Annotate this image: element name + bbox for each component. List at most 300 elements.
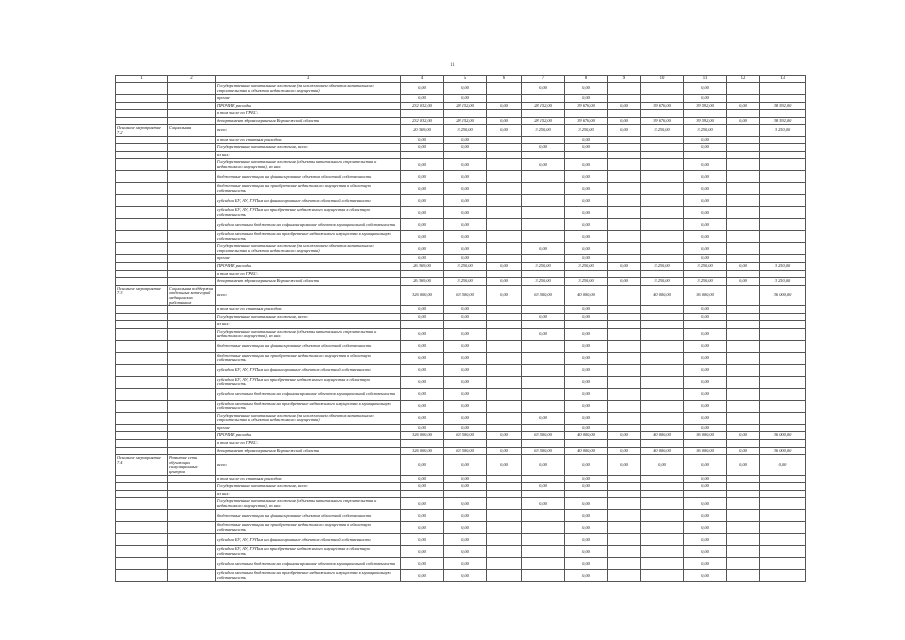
value-cell (608, 510, 641, 522)
value-cell (444, 440, 487, 448)
label-cell (168, 546, 216, 558)
value-cell: 39 676,00 (565, 117, 608, 125)
value-cell (487, 440, 522, 448)
value-cell (760, 490, 806, 498)
value-cell (487, 412, 522, 424)
value-cell (727, 313, 760, 321)
value-cell (608, 558, 641, 570)
value-cell: 0,00 (684, 136, 727, 144)
value-cell (522, 183, 565, 195)
value-cell: 3 250,00 (641, 262, 684, 270)
value-cell: 0,00 (565, 255, 608, 263)
value-cell: 0,00 (522, 313, 565, 321)
label-cell (116, 136, 168, 144)
value-cell: 0,00 (565, 376, 608, 388)
value-cell (522, 95, 565, 103)
value-cell (522, 440, 565, 448)
label-cell (168, 102, 216, 110)
label-cell (116, 231, 168, 243)
value-cell (727, 151, 760, 159)
value-cell: 0,00 (684, 570, 727, 582)
value-cell (522, 207, 565, 219)
value-cell: 0,00 (727, 102, 760, 110)
value-cell (760, 522, 806, 534)
table-row (116, 144, 806, 152)
table-row (116, 522, 806, 534)
description-cell: департамент здравоохранения Воронежской области (216, 117, 401, 125)
label-cell (116, 151, 168, 159)
label-cell (116, 447, 168, 455)
value-cell (641, 522, 684, 534)
value-cell: 0,00 (684, 546, 727, 558)
value-cell (522, 306, 565, 314)
value-cell: 0,00 (684, 183, 727, 195)
value-cell (684, 490, 727, 498)
value-cell: 0,00 (401, 570, 444, 582)
value-cell (727, 534, 760, 546)
description-cell: Государственные капитальные вложения (объекты капитального строительства и недвижимого имущества), из них: (216, 159, 401, 171)
value-cell: 0,00 (487, 455, 522, 475)
value-cell (565, 110, 608, 118)
table-row (116, 570, 806, 582)
value-cell: 0,00 (444, 400, 487, 412)
label-cell (168, 400, 216, 412)
table-row (116, 207, 806, 219)
value-cell: 63 500,00 (444, 432, 487, 440)
description-cell: субсидии БУ, АУ, ГУПам на приобретение недвижимого имущества в областную собственность (216, 546, 401, 558)
value-cell (608, 144, 641, 152)
header-cell: 5 (444, 76, 487, 83)
value-cell (641, 110, 684, 118)
table-row (116, 195, 806, 207)
value-cell (444, 110, 487, 118)
value-cell (641, 321, 684, 329)
table-row (116, 352, 806, 364)
value-cell (727, 255, 760, 263)
label-cell (116, 321, 168, 329)
value-cell (727, 95, 760, 103)
label-cell (116, 144, 168, 152)
value-cell (522, 558, 565, 570)
value-cell (641, 255, 684, 263)
table-row (116, 447, 806, 455)
value-cell (641, 136, 684, 144)
value-cell (641, 219, 684, 231)
label-cell (116, 195, 168, 207)
value-cell (608, 352, 641, 364)
value-cell (760, 255, 806, 263)
description-cell: в том числе по ГРБС: (216, 110, 401, 118)
value-cell (641, 171, 684, 183)
value-cell (608, 219, 641, 231)
value-cell (487, 328, 522, 340)
value-cell (727, 231, 760, 243)
value-cell (727, 546, 760, 558)
value-cell (608, 151, 641, 159)
label-cell (116, 110, 168, 118)
value-cell: 0,00 (401, 498, 444, 510)
value-cell (487, 83, 522, 95)
value-cell: 0,00 (565, 183, 608, 195)
value-cell (641, 558, 684, 570)
value-cell (608, 231, 641, 243)
header-cell: 9 (608, 76, 641, 83)
value-cell: 36 000,00 (760, 447, 806, 455)
value-cell (522, 219, 565, 231)
description-cell: субсидии БУ, АУ, ГУПам на финансирование объектов областной собственности (216, 364, 401, 376)
table-row (116, 412, 806, 424)
value-cell (608, 183, 641, 195)
value-cell: 0,00 (565, 352, 608, 364)
table-row (116, 231, 806, 243)
value-cell: 0,00 (444, 171, 487, 183)
value-cell (487, 483, 522, 491)
value-cell (608, 490, 641, 498)
description-cell: Государственные капитальные вложения (за исключением объектов капитального строительства и объектов недвижимого имущества) (216, 83, 401, 95)
value-cell: 0,00 (565, 144, 608, 152)
label-cell (168, 321, 216, 329)
value-cell: 0,00 (444, 498, 487, 510)
header-cell: 12 (727, 76, 760, 83)
value-cell (641, 83, 684, 95)
value-cell: 0,00 (444, 83, 487, 95)
value-cell: 0,00 (401, 136, 444, 144)
value-cell (522, 364, 565, 376)
value-cell (641, 440, 684, 448)
value-cell (608, 285, 641, 305)
description-cell: субсидии БУ, АУ, ГУПам на приобретение недвижимого имущества в областную собственность (216, 376, 401, 388)
value-cell (487, 243, 522, 255)
value-cell: 0,00 (444, 534, 487, 546)
value-cell (608, 424, 641, 432)
value-cell: 0,00 (444, 376, 487, 388)
label-cell (168, 352, 216, 364)
value-cell: 0,00 (565, 483, 608, 491)
value-cell: 0,00 (522, 483, 565, 491)
value-cell (487, 498, 522, 510)
value-cell (608, 171, 641, 183)
value-cell: 0,00 (684, 83, 727, 95)
label-cell (168, 510, 216, 522)
value-cell (522, 231, 565, 243)
value-cell (487, 255, 522, 263)
value-cell: 0,00 (401, 546, 444, 558)
description-cell: бюджетные инвестиции на финансирование объектов областной собственности (216, 340, 401, 352)
value-cell (760, 328, 806, 340)
value-cell (487, 219, 522, 231)
value-cell: 0,00 (565, 313, 608, 321)
value-cell: 0,00 (608, 102, 641, 110)
value-cell: 0,00 (565, 522, 608, 534)
label-cell: Основное мероприятие 7.4 (116, 455, 168, 475)
value-cell: 0,00 (565, 364, 608, 376)
description-cell: субсидии БУ, АУ, ГУПам на финансирование объектов областной собственности (216, 195, 401, 207)
value-cell: 0,00 (444, 159, 487, 171)
value-cell (727, 558, 760, 570)
value-cell (522, 270, 565, 278)
value-cell (608, 483, 641, 491)
value-cell (444, 490, 487, 498)
value-cell: 3 250,00 (760, 125, 806, 136)
label-cell (168, 498, 216, 510)
value-cell (760, 570, 806, 582)
description-cell: Государственные капитальные вложения, всего (216, 144, 401, 152)
value-cell (727, 144, 760, 152)
value-cell: 232 032,00 (401, 117, 444, 125)
value-cell: 0,00 (401, 483, 444, 491)
value-cell (522, 490, 565, 498)
value-cell (727, 171, 760, 183)
value-cell: 0,00 (684, 231, 727, 243)
value-cell: 0,00 (401, 534, 444, 546)
label-cell (168, 110, 216, 118)
label-cell (116, 219, 168, 231)
label-cell (168, 144, 216, 152)
value-cell (641, 490, 684, 498)
value-cell: 0,00 (401, 364, 444, 376)
label-cell (116, 306, 168, 314)
value-cell (487, 558, 522, 570)
label-cell (168, 95, 216, 103)
label-cell (168, 534, 216, 546)
value-cell (760, 388, 806, 400)
value-cell: 0,00 (565, 207, 608, 219)
value-cell (727, 207, 760, 219)
table-row (116, 136, 806, 144)
value-cell (608, 328, 641, 340)
value-cell (487, 352, 522, 364)
description-cell: субсидии местным бюджетам на приобретение недвижимого имущества в муниципальную собственность (216, 400, 401, 412)
value-cell (608, 364, 641, 376)
value-cell (641, 412, 684, 424)
value-cell (684, 321, 727, 329)
value-cell (727, 490, 760, 498)
value-cell: 0,00 (565, 510, 608, 522)
value-cell: 0,00 (684, 400, 727, 412)
label-cell (116, 440, 168, 448)
value-cell: 40 000,00 (565, 432, 608, 440)
value-cell: 0,00 (608, 262, 641, 270)
table-row (116, 171, 806, 183)
value-cell: 38 592,00 (760, 117, 806, 125)
table-row (116, 364, 806, 376)
value-cell: 0,00 (565, 475, 608, 483)
label-cell (168, 83, 216, 95)
value-cell: 0,00 (444, 219, 487, 231)
value-cell (641, 546, 684, 558)
label-cell (168, 570, 216, 582)
value-cell: 0,00 (487, 102, 522, 110)
value-cell (760, 144, 806, 152)
value-cell (522, 136, 565, 144)
value-cell: 0,00 (444, 306, 487, 314)
value-cell (522, 424, 565, 432)
value-cell (487, 475, 522, 483)
value-cell (487, 376, 522, 388)
value-cell: 0,00 (684, 510, 727, 522)
value-cell (727, 364, 760, 376)
value-cell (727, 83, 760, 95)
label-cell (116, 522, 168, 534)
value-cell: 0,00 (444, 510, 487, 522)
value-cell: 0,00 (401, 455, 444, 475)
value-cell: 0,00 (444, 546, 487, 558)
value-cell (641, 144, 684, 152)
value-cell (608, 207, 641, 219)
value-cell: 0,00 (444, 255, 487, 263)
value-cell: 63 500,00 (522, 285, 565, 305)
value-cell (727, 340, 760, 352)
table-row (116, 159, 806, 171)
value-cell (760, 412, 806, 424)
value-cell (641, 340, 684, 352)
description-cell: субсидии БУ, АУ, ГУПам на приобретение недвижимого имущества в областную собственность (216, 207, 401, 219)
value-cell (727, 475, 760, 483)
value-cell (522, 340, 565, 352)
value-cell (487, 510, 522, 522)
label-cell (116, 262, 168, 270)
value-cell (760, 475, 806, 483)
value-cell (760, 546, 806, 558)
value-cell (760, 110, 806, 118)
value-cell: 0,00 (444, 364, 487, 376)
value-cell: 3 250,00 (641, 125, 684, 136)
value-cell: 0,00 (684, 364, 727, 376)
label-cell (116, 498, 168, 510)
description-cell: в том числе по статьям расходов: (216, 475, 401, 483)
value-cell: 0,00 (565, 498, 608, 510)
label-cell (168, 243, 216, 255)
value-cell: 0,00 (444, 328, 487, 340)
value-cell: 0,00 (401, 352, 444, 364)
value-cell (522, 522, 565, 534)
table-row (116, 285, 806, 305)
label-cell (116, 364, 168, 376)
value-cell: 36 000,00 (684, 447, 727, 455)
description-cell: ПРОЧИЕ расходы (216, 432, 401, 440)
value-cell (760, 231, 806, 243)
value-cell (608, 340, 641, 352)
header-cell: 10 (641, 76, 684, 83)
value-cell (727, 522, 760, 534)
value-cell: 0,00 (684, 475, 727, 483)
value-cell (487, 340, 522, 352)
label-cell (116, 475, 168, 483)
value-cell: 0,00 (401, 207, 444, 219)
value-cell: 0,00 (565, 340, 608, 352)
value-cell: 0,00 (608, 447, 641, 455)
description-cell: Государственные капитальные вложения (объекты капитального строительства и недвижимого имущества), из них: (216, 498, 401, 510)
table-row (116, 151, 806, 159)
label-cell (168, 522, 216, 534)
value-cell (522, 510, 565, 522)
label-cell (168, 136, 216, 144)
value-cell (608, 570, 641, 582)
value-cell (760, 183, 806, 195)
page-number: 11 (450, 63, 455, 68)
value-cell: 0,00 (684, 255, 727, 263)
value-cell (608, 136, 641, 144)
value-cell (608, 255, 641, 263)
description-cell: Государственные капитальные вложения, всего (216, 313, 401, 321)
value-cell: 0,00 (565, 231, 608, 243)
value-cell: 0,00 (684, 558, 727, 570)
value-cell (522, 376, 565, 388)
value-cell (487, 424, 522, 432)
value-cell: 0,00 (565, 570, 608, 582)
value-cell: 0,00 (522, 159, 565, 171)
value-cell: 3 250,00 (684, 278, 727, 286)
value-cell: 0,00 (684, 498, 727, 510)
value-cell: 0,00 (401, 400, 444, 412)
description-cell: бюджетные инвестиции на приобретение недвижимого имущества в областную собственность (216, 352, 401, 364)
description-cell: прочие (216, 95, 401, 103)
value-cell: 0,00 (565, 159, 608, 171)
value-cell: 232 032,00 (401, 102, 444, 110)
value-cell (522, 570, 565, 582)
value-cell: 0,00 (565, 83, 608, 95)
value-cell: 0,00 (401, 376, 444, 388)
label-cell (116, 388, 168, 400)
value-cell (641, 510, 684, 522)
value-cell: 0,00 (401, 183, 444, 195)
value-cell: 36 000,00 (684, 432, 727, 440)
value-cell (487, 95, 522, 103)
label-cell (168, 270, 216, 278)
value-cell (641, 151, 684, 159)
label-cell (116, 159, 168, 171)
value-cell (760, 219, 806, 231)
value-cell: 0,00 (444, 207, 487, 219)
value-cell (487, 151, 522, 159)
value-cell: 0,00 (565, 558, 608, 570)
label-cell (168, 328, 216, 340)
value-cell (641, 270, 684, 278)
value-cell: 0,00 (487, 278, 522, 286)
value-cell: 0,00 (444, 483, 487, 491)
header-row (116, 76, 806, 83)
label-cell (168, 340, 216, 352)
value-cell: 0,00 (565, 388, 608, 400)
value-cell (608, 534, 641, 546)
header-cell: 1 (116, 76, 168, 83)
description-cell: всего (216, 125, 401, 136)
label-cell (168, 231, 216, 243)
label-cell (116, 102, 168, 110)
label-cell (116, 352, 168, 364)
value-cell: 0,00 (565, 195, 608, 207)
value-cell: 0,00 (401, 219, 444, 231)
description-cell: в том числе по статьям расходов: (216, 136, 401, 144)
description-cell: бюджетные инвестиции на приобретение недвижимого имущества в областную собственность (216, 522, 401, 534)
value-cell: 0,00 (444, 340, 487, 352)
value-cell: 36 000,00 (760, 285, 806, 305)
value-cell (684, 151, 727, 159)
value-cell (565, 321, 608, 329)
label-cell: Социальная поддержка отдельных категорий медицинских работников (168, 285, 216, 305)
value-cell (641, 534, 684, 546)
value-cell (608, 400, 641, 412)
value-cell: 326 000,00 (401, 432, 444, 440)
value-cell (522, 171, 565, 183)
value-cell (760, 159, 806, 171)
table-row (116, 558, 806, 570)
label-cell (116, 490, 168, 498)
value-cell (487, 183, 522, 195)
value-cell (727, 183, 760, 195)
value-cell (487, 231, 522, 243)
description-cell: Государственные капитальные вложения (объекты капитального строительства и недвижимого имущества), из них: (216, 328, 401, 340)
